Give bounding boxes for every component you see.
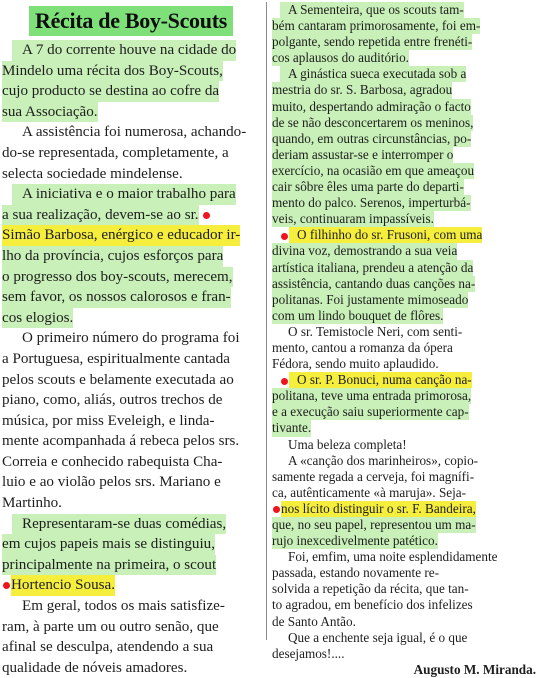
text-line: O sr. P. Bonuci, numa canção na- xyxy=(272,372,544,388)
right-column xyxy=(272,2,544,678)
text-line: cos elogios. xyxy=(2,308,260,329)
text-line: Que a enchente seja igual, é o que xyxy=(288,629,468,645)
text-line: veis, continuaram impassíveis. xyxy=(272,211,434,227)
text-line: bém cantaram primorosamente, foi em- xyxy=(272,18,481,34)
text-line: divina voz, demostrando a sua veia xyxy=(272,243,458,259)
text-line: to agradou, em benefício dos infelizes xyxy=(272,597,473,613)
red-marker-dot xyxy=(281,378,288,385)
text-line: Correia e conhecido rabequista Cha- xyxy=(2,453,223,470)
red-marker-dot xyxy=(203,212,210,219)
text-line: politanas. Foi justamente mimoseado xyxy=(272,291,469,307)
text-line: Representaram-se duas comédias, xyxy=(2,514,260,535)
text-line: A ginástica sueca executada sob a xyxy=(272,66,544,82)
text-line: Fédora, sendo muito aplaudido. xyxy=(272,356,439,372)
text-line: passada, estando novamente re- xyxy=(272,565,439,581)
text-line: afinal se desculpa, atendendo a sua xyxy=(2,639,214,656)
text-line: a Portuguesa, espiritualmente cantada xyxy=(2,350,230,367)
text-line: exercício, na ocasião em que ameaçou xyxy=(272,162,475,178)
text-line: A assistência foi numerosa, achando- xyxy=(22,124,247,141)
author-signature: Augusto M. Miranda. xyxy=(413,661,536,677)
text-line: samente regada a cerveja, foi magnífi- xyxy=(272,468,475,484)
text-line: quando, em outras circunstâncias, po- xyxy=(272,130,472,146)
text-line: cos aplausos do auditório. xyxy=(272,50,409,66)
text-line: que, no seu papel, representou um ma- xyxy=(272,517,476,532)
text-line: pelos scouts e belamente executada ao xyxy=(2,371,234,388)
text-line: luio e ao violão pelos srs. Mariano e xyxy=(2,474,221,491)
text-line: lho da província, cujos esforços para xyxy=(2,246,260,267)
text-line: principalmente na primeira, o scout xyxy=(2,555,260,576)
text-line: o progresso dos boy-scouts, merecem, xyxy=(2,267,260,288)
column-divider xyxy=(266,2,267,640)
text-line: assistência, cantando duas canções na- xyxy=(272,275,476,291)
text-line: O primeiro número do programa foi xyxy=(22,330,240,347)
text-line: O sr. Temistocle Neri, com senti- xyxy=(288,323,463,339)
text-line: sem favor, os nossos calorosos e fran- xyxy=(2,287,260,308)
red-marker-dot xyxy=(281,233,288,240)
text-line: com um lindo bouquet de flôres. xyxy=(272,307,444,323)
text-line: e a execução saiu superiormente cap- xyxy=(272,404,469,420)
text-line: A «canção dos marinheiros», copio- xyxy=(288,452,479,468)
text-line: Simão Barbosa, enérgico e educador ir- xyxy=(2,225,260,246)
red-marker-dot xyxy=(3,582,10,589)
text-line: Hortencio Sousa. xyxy=(2,575,260,596)
text-line: Em geral, todos os mais satisfize- xyxy=(22,598,225,615)
text-line: nos lícito distinguir o sr. F. Bandeira, xyxy=(272,501,544,517)
text-line: em cujos papeis mais se distinguiu, xyxy=(2,534,260,555)
text-line: qualidade de nóveis amadores. xyxy=(2,659,188,676)
text-line: selecta sociedade mindelense. xyxy=(2,165,183,182)
text-line: de se não desconcertarem os meninos, xyxy=(272,114,474,130)
text-line: artística italiana, prendeu a atenção da xyxy=(272,259,474,275)
text-line: desejamos!.... xyxy=(272,645,345,661)
text-line: A Sementeira, que os scouts tam- xyxy=(272,2,544,18)
text-line: politana, teve uma entrada primorosa, xyxy=(272,388,472,404)
text-line: de Santo Antão. xyxy=(272,613,356,629)
text-line: Uma beleza completa! xyxy=(288,436,407,452)
text-line: mento do palco. Serenos, imperturbá- xyxy=(272,195,471,211)
text-line: muito, despertando admiração o facto xyxy=(272,98,471,114)
text-line: música, por miss Eveleigh, e linda- xyxy=(2,412,215,429)
text-line: Foi, emfim, uma noite esplendidamente xyxy=(288,549,498,565)
text-line: Martinho. xyxy=(2,495,62,512)
red-marker-dot xyxy=(273,506,280,513)
text-line: mestria do sr. S. Barbosa, agradou xyxy=(272,82,453,98)
text-line: cair sôbre êles uma parte do departi- xyxy=(272,179,464,195)
text-line: deriam assustar-se e interromper o xyxy=(272,146,454,162)
text-line: sua Associação. xyxy=(2,102,260,123)
text-line: tivante. xyxy=(272,420,312,436)
text-line: ram, à parte um ou outro senão, que xyxy=(2,618,219,635)
text-line: cujo producto se destina ao cofre da xyxy=(2,81,260,102)
text-line: O filhinho do sr. Frusoni, com uma xyxy=(272,227,544,243)
text-line: A 7 do corrente houve na cidade do xyxy=(2,40,260,61)
text-line: ca, autênticamente «à maruja». Seja- xyxy=(272,484,467,500)
text-line: rujo inexcedivelmente patético. xyxy=(272,533,438,549)
text-line: piano, como, aliás, outros trechos de xyxy=(2,392,223,409)
text-line: polgante, sendo repetida entre frenéti- xyxy=(272,34,473,50)
text-line: solvida a repetição da récita, que tan- xyxy=(272,581,469,597)
text-line: do-se representada, completamente, a xyxy=(2,144,229,161)
text-line: A iniciativa e o maior trabalho para xyxy=(2,184,260,205)
text-line: mento, cantou a romanza da ópera xyxy=(272,339,453,355)
text-line: Mindelo uma récita dos Boy-Scouts, xyxy=(2,61,260,82)
left-column xyxy=(2,0,260,678)
text-line: mente acompanhada á rebeca pelos srs. xyxy=(2,433,240,450)
article-title-wrap xyxy=(2,6,260,40)
article-title: Récita de Boy-Scouts xyxy=(29,6,233,36)
text-line: a sua realização, devem-se ao sr. xyxy=(2,205,260,226)
